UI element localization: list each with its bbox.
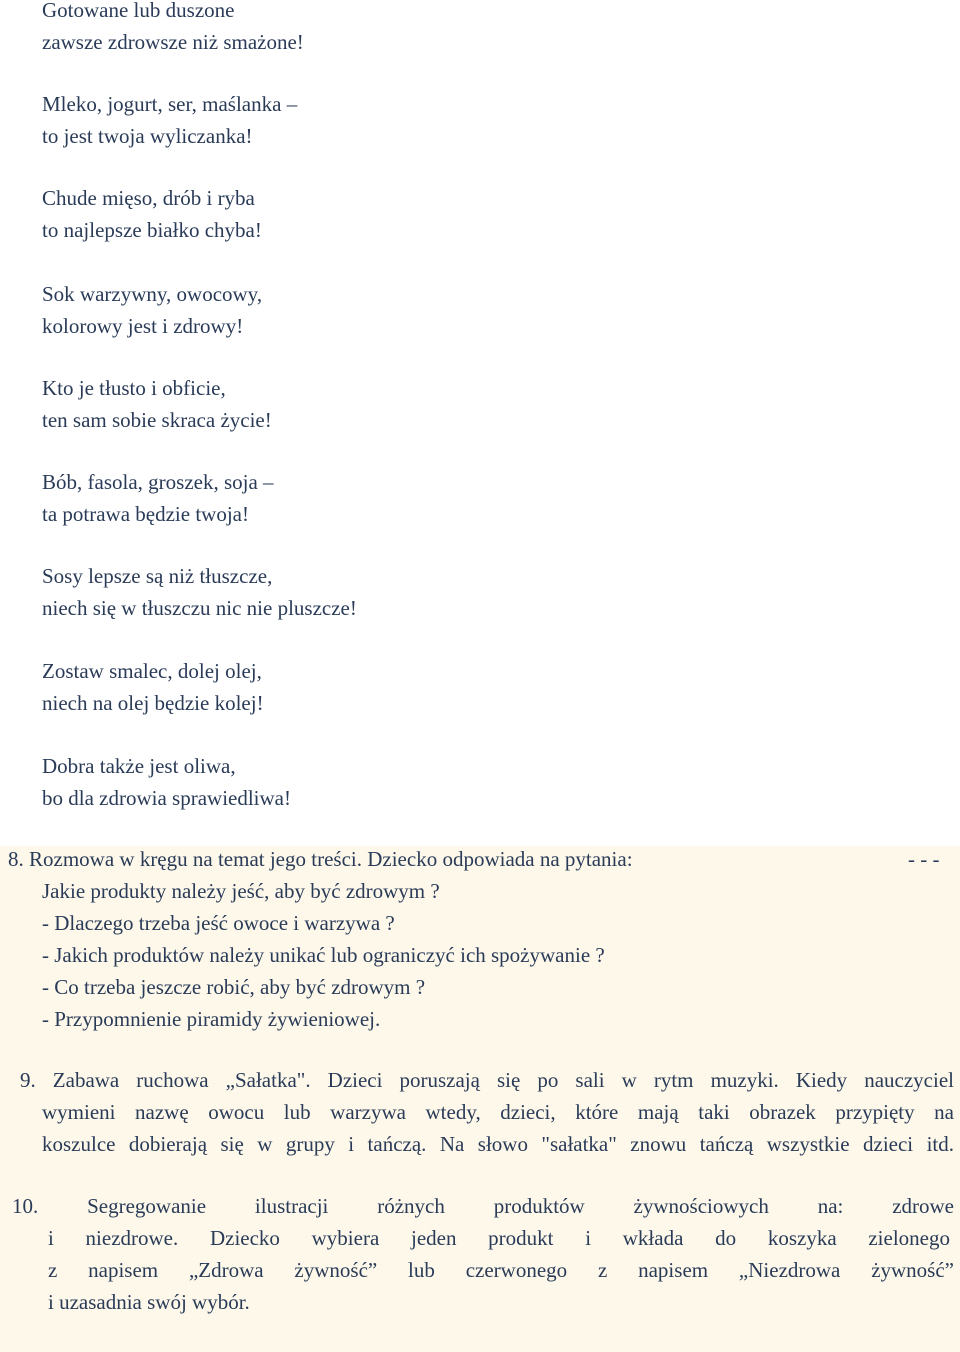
poem-stanza (42, 182, 262, 246)
poem-line: Dobra także jest oliwa, (42, 754, 236, 778)
section-8-heading: 8. Rozmowa w kręgu na temat jego treści. Dziecko odpowiada na pytania: (8, 847, 633, 871)
question-item: Jakie produkty należy jeść, aby być zdrowym ? (42, 879, 440, 903)
section-10-line: 10. Segregowanie ilustracji różnych produktów żywnościowych na: zdrowe (12, 1194, 954, 1218)
poem-stanza (42, 750, 291, 814)
poem-line: zawsze zdrowsze niż smażone! (42, 30, 304, 54)
question-item: - Przypomnienie piramidy żywieniowej. (42, 1007, 381, 1031)
poem-stanza (42, 560, 357, 624)
poem-line: niech na olej będzie kolej! (42, 691, 264, 715)
question-item: - Jakich produktów należy unikać lub ograniczyć ich spożywanie ? (42, 943, 605, 967)
poem-line: kolorowy jest i zdrowy! (42, 314, 244, 338)
poem-stanza (42, 0, 304, 58)
poem-line: Zostaw smalec, dolej olej, (42, 659, 262, 683)
poem-stanza (42, 88, 297, 152)
question-item: - Dlaczego trzeba jeść owoce i warzywa ? (42, 911, 395, 935)
section-10-line: i uzasadnia swój wybór. (48, 1290, 250, 1314)
poem-line: Kto je tłusto i obficie, (42, 376, 226, 400)
poem-stanza (42, 372, 272, 436)
section-8-dashes: - - - (908, 847, 940, 871)
section-10-line: z napisem „Zdrowa żywność” lub czerwonego z napisem „Niezdrowa żywność” (48, 1258, 954, 1282)
poem-line: ta potrawa będzie twoja! (42, 502, 249, 526)
poem-line: niech się w tłuszczu nic nie pluszcze! (42, 596, 357, 620)
poem-line: ten sam sobie skraca życie! (42, 408, 272, 432)
poem-line: to jest twoja wyliczanka! (42, 124, 253, 148)
question-item: - Co trzeba jeszcze robić, aby być zdrowym ? (42, 975, 426, 999)
poem-line: Mleko, jogurt, ser, maślanka – (42, 92, 298, 116)
poem-line: bo dla zdrowia sprawiedliwa! (42, 786, 291, 810)
section-9-line: 9. Zabawa ruchowa „Sałatka". Dzieci poruszają się po sali w rytm muzyki. Kiedy nauczyciel (20, 1068, 954, 1092)
section-10-line: i niezdrowe. Dziecko wybiera jeden produkt i wkłada do koszyka zielonego (48, 1226, 950, 1250)
poem-stanza (42, 278, 262, 342)
section-9-line: koszulce dobierają się w grupy i tańczą. Na słowo "sałatka" znowu tańczą wszystkie dzieci itd. (42, 1132, 954, 1156)
poem-stanza (42, 655, 264, 719)
section-9-line: wymieni nazwę owocu lub warzywa wtedy, dzieci, które mają taki obrazek przypięty na (42, 1100, 954, 1124)
poem-stanza (42, 466, 274, 530)
poem-line: Sosy lepsze są niż tłuszcze, (42, 564, 273, 588)
poem-line: Gotowane lub duszone (42, 0, 235, 22)
poem-line: Chude mięso, drób i ryba (42, 186, 255, 210)
poem-line: to najlepsze białko chyba! (42, 218, 262, 242)
poem-line: Sok warzywny, owocowy, (42, 282, 263, 306)
poem-line: Bób, fasola, groszek, soja – (42, 470, 274, 494)
